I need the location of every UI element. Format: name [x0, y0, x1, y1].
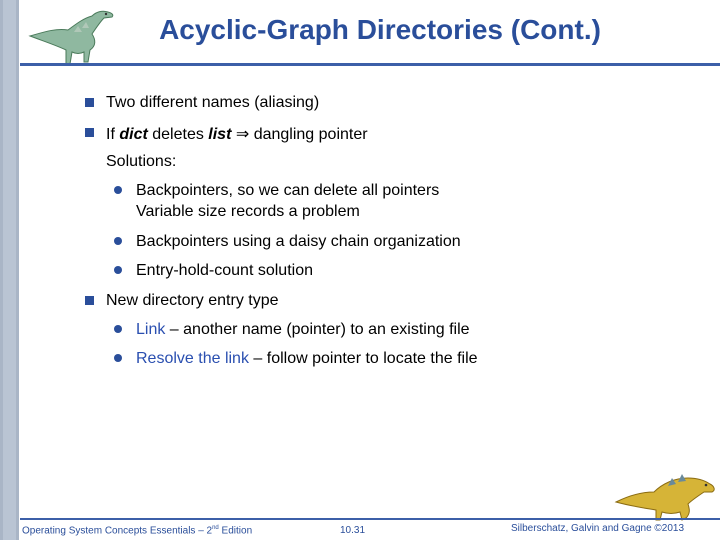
solution-backpointers: Backpointers, so we can delete all pointers — [136, 182, 440, 199]
slide-title: Acyclic-Graph Directories (Cont.) — [159, 14, 601, 45]
round-bullet-icon — [114, 325, 122, 333]
footer-divider — [20, 518, 720, 520]
solution-daisy-chain: Backpointers using a daisy chain organization — [136, 233, 461, 250]
term-resolve-link: Resolve the link — [136, 350, 249, 367]
dinosaur-icon — [614, 462, 718, 524]
solution-hold-count: Entry-hold-count solution — [136, 262, 313, 279]
round-bullet-icon — [114, 354, 122, 362]
footer-book-title — [22, 525, 252, 536]
square-bullet-icon — [85, 128, 94, 137]
footer-slide-number: 10.31 — [340, 525, 366, 536]
footer-book-main: Operating System Concepts Essentials – 2 — [22, 525, 213, 537]
square-bullet-icon — [85, 98, 94, 107]
entry-link-desc: – another name (pointer) to an existing file — [165, 321, 470, 338]
term-link: Link — [136, 321, 166, 338]
implies-arrow: ⇒ — [231, 126, 254, 143]
bullet-dangling-pointer — [106, 124, 368, 144]
bullet-new-entry-type: New directory entry type — [106, 292, 279, 309]
bullet-aliasing: Two different names (aliasing) — [106, 94, 320, 111]
solution-backpointers-note: Variable size records a problem — [136, 203, 360, 220]
text-suffix: dangling pointer — [253, 126, 368, 143]
entry-resolve-desc: – follow pointer to locate the file — [248, 350, 478, 367]
left-sidebar-band — [0, 0, 19, 540]
round-bullet-icon — [114, 266, 122, 274]
footer-book-sup: nd — [212, 525, 219, 531]
solutions-label: Solutions: — [106, 153, 177, 170]
title-divider — [20, 63, 720, 66]
round-bullet-icon — [114, 186, 122, 194]
term-list: list — [208, 126, 232, 143]
text-prefix: If — [106, 126, 120, 143]
entry-resolve — [136, 350, 478, 368]
entry-link — [136, 321, 470, 339]
term-dict: dict — [119, 126, 148, 143]
footer-authors: Silberschatz, Galvin and Gagne ©2013 — [511, 523, 685, 534]
round-bullet-icon — [114, 237, 122, 245]
text-mid: deletes — [147, 126, 209, 143]
footer-book-tail: Edition — [218, 525, 253, 537]
square-bullet-icon — [85, 296, 94, 305]
